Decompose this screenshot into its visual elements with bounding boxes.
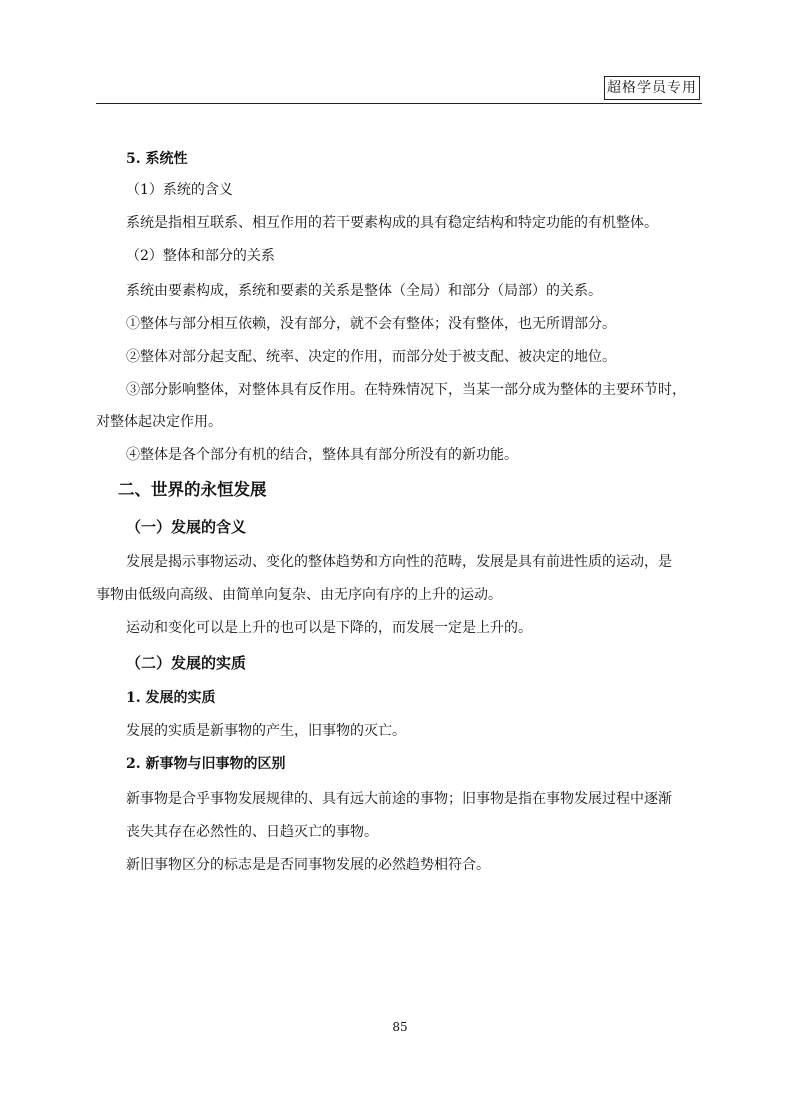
part-1-para-1-line-1: 发展是揭示事物运动、变化的整体趋势和方向性的范畴，发展是具有前进性质的运动，是: [126, 554, 672, 570]
part-2-sub2-line-3: 新旧事物区分的标志是是否同事物发展的必然趋势相符合。: [126, 857, 490, 873]
part-1-para-1-line-2: 事物由低级向高级、由简单向复杂、由无序向有序的上升的运动。: [96, 587, 502, 603]
part-2-sub1-text: 发展的实质是新事物的产生，旧事物的灭亡。: [126, 723, 406, 739]
part-2-sub1-title: 1. 发展的实质: [126, 690, 216, 706]
part-2-sub2-title: 2. 新事物与旧事物的区别: [126, 756, 286, 772]
section-5-sub2-text: 系统由要素构成，系统和要素的关系是整体（全局）和部分（局部）的关系。: [126, 283, 602, 299]
point-3: ③部分影响整体，对整体具有反作用。在特殊情况下，当某一部分成为整体的主要环节时，: [126, 382, 686, 398]
point-2: ②整体对部分起支配、统率、决定的作用，而部分处于被支配、被决定的地位。: [126, 349, 616, 365]
point-3-continued: 对整体起决定作用。: [96, 414, 222, 430]
point-1: ①整体与部分相互依赖，没有部分，就不会有整体；没有整体，也无所谓部分。: [126, 316, 616, 332]
point-4: ④整体是各个部分有机的结合，整体具有部分所没有的新功能。: [126, 447, 518, 463]
section-5-sub1-title: （1）系统的含义: [126, 182, 233, 198]
header-rule: [96, 103, 702, 104]
part-2-sub2-line-2: 丧失其存在必然性的、日趋灭亡的事物。: [126, 824, 378, 840]
section-5-sub1-text: 系统是指相互联系、相互作用的若干要素构成的具有稳定结构和特定功能的有机整体。: [126, 215, 658, 231]
part-1-para-2: 运动和变化可以是上升的也可以是下降的，而发展一定是上升的。: [126, 620, 532, 636]
part-2-title: （二）发展的实质: [126, 654, 247, 672]
part-1-title: （一）发展的含义: [126, 518, 247, 536]
part-2-sub2-line-1: 新事物是合乎事物发展规律的、具有远大前途的事物；旧事物是指在事物发展过程中逐渐: [126, 791, 672, 807]
section-5-title: 5. 系统性: [126, 151, 188, 167]
chapter-2-title: 二、世界的永恒发展: [118, 480, 267, 499]
student-only-badge: 超格学员专用: [604, 76, 700, 100]
section-5-sub2-title: （2）整体和部分的关系: [126, 248, 275, 264]
page-number: 85: [392, 1020, 408, 1034]
